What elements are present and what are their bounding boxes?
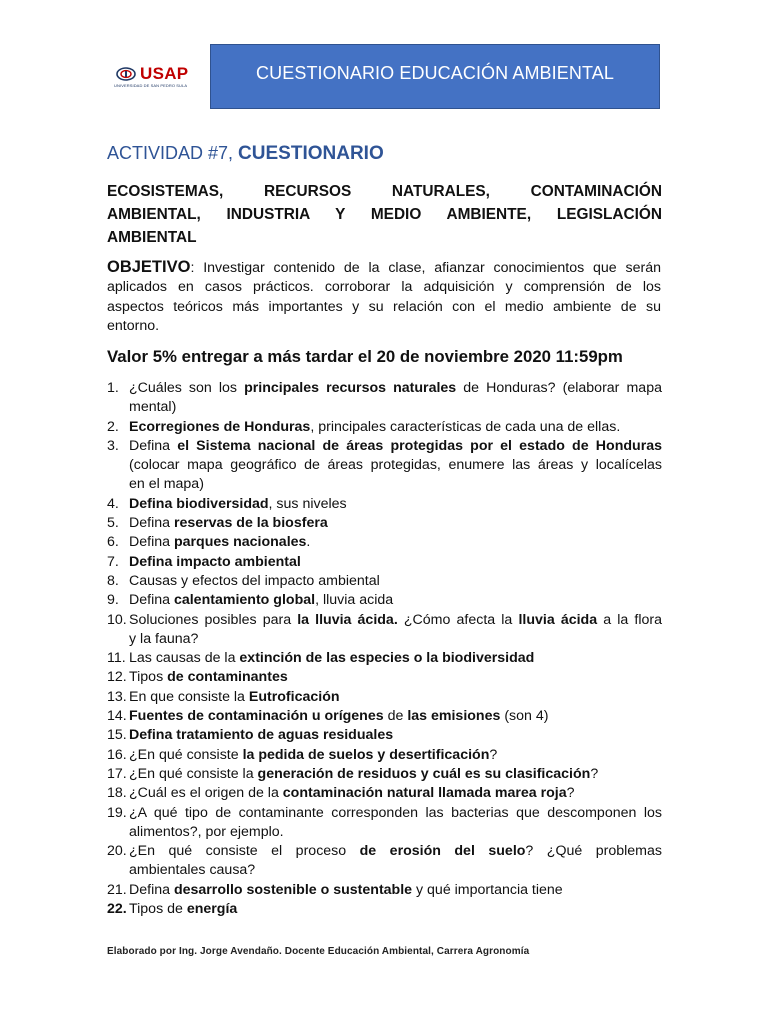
question-item — [107, 726, 662, 745]
header-band — [210, 44, 660, 109]
question-fragment: Defina — [129, 881, 174, 898]
question-number: 7. — [107, 553, 119, 570]
question-fragment: ? — [489, 746, 498, 763]
question-fragment: ? — [590, 765, 599, 782]
question-text — [129, 804, 662, 823]
question-number: 12. — [107, 669, 127, 686]
question-fragment: , sus niveles — [268, 495, 347, 512]
question-item — [107, 418, 662, 437]
question-text — [129, 784, 662, 803]
question-emphasis: las emisiones — [407, 708, 501, 725]
question-text — [129, 495, 662, 514]
objective-line-1: : Investigar contenido de la clase, afianzar conocimientos que serán — [190, 260, 661, 276]
activity-heading — [107, 143, 384, 165]
question-number: 2. — [107, 418, 119, 435]
objective-paragraph — [107, 258, 661, 336]
question-fragment: Tipos de — [129, 901, 187, 918]
question-number: 10. — [107, 611, 127, 628]
question-text — [129, 572, 662, 591]
question-text — [129, 900, 662, 919]
question-fragment: , lluvia acida — [315, 592, 394, 609]
question-text — [129, 611, 662, 630]
question-number: 22. — [107, 901, 127, 918]
question-number: 21. — [107, 881, 127, 898]
question-number: 13. — [107, 688, 127, 705]
question-number: 3. — [107, 437, 119, 454]
question-emphasis: el Sistema nacional de áreas protegidas por el estado de Honduras — [177, 437, 662, 454]
question-text — [129, 649, 662, 668]
question-emphasis: Defina tratamiento de aguas residuales — [129, 727, 394, 744]
document-title: CUESTIONARIO EDUCACIÓN AMBIENTAL — [256, 63, 614, 83]
question-emphasis: principales recursos naturales — [244, 380, 457, 396]
question-text — [129, 881, 662, 900]
objective-line-2: aplicados en casos prácticos. corroborar la adquisición y comprensión de los — [107, 279, 661, 296]
question-emphasis: Eutroficación — [248, 688, 340, 705]
question-number: 20. — [107, 843, 127, 860]
question-item — [107, 379, 662, 418]
question-item — [107, 688, 662, 707]
question-text — [129, 707, 662, 726]
question-fragment: ? ¿Qué problemas — [525, 843, 662, 860]
question-fragment: ¿Cuál es el origen de la — [129, 785, 283, 802]
question-number: 14. — [107, 708, 127, 725]
question-fragment: Las causas de la — [129, 650, 240, 667]
activity-prefix: ACTIVIDAD #7, — [107, 143, 239, 163]
question-emphasis: extinción de las especies o la biodiversidad — [239, 650, 535, 667]
question-text — [129, 688, 662, 707]
question-emphasis: desarrollo sostenible o sustentable — [173, 881, 413, 898]
question-text — [129, 668, 662, 687]
question-text — [129, 437, 662, 456]
question-fragment: ¿En qué consiste — [129, 746, 243, 763]
question-item — [107, 842, 662, 881]
topics-line-3: AMBIENTAL — [107, 229, 197, 246]
question-item — [107, 881, 662, 900]
activity-label: CUESTIONARIO — [238, 143, 384, 164]
question-fragment: y qué importancia tiene — [412, 881, 563, 898]
logo-subtitle: UNIVERSIDAD DE SAN PEDRO SULA — [114, 83, 188, 88]
question-item — [107, 495, 662, 514]
university-seal-icon — [116, 67, 136, 81]
question-emphasis: Ecorregiones de Honduras — [129, 418, 311, 435]
question-fragment: de Honduras? (elaborar mapa — [456, 380, 662, 396]
question-emphasis: Defina impacto ambiental — [129, 553, 301, 570]
question-text — [129, 746, 662, 765]
question-number: 9. — [107, 592, 119, 609]
question-item — [107, 668, 662, 687]
question-number: 1. — [107, 380, 119, 396]
question-fragment: Defina — [129, 592, 174, 609]
question-number: 8. — [107, 572, 119, 589]
question-item — [107, 900, 662, 919]
topics-line-2: AMBIENTAL, INDUSTRIA Y MEDIO AMBIENTE, LEGISLACIÓN — [107, 206, 662, 223]
question-fragment: Soluciones posibles para — [129, 611, 298, 628]
question-item — [107, 553, 662, 572]
question-text-continued: mental) — [129, 399, 177, 416]
question-emphasis: Defina biodiversidad — [129, 495, 269, 512]
question-number: 15. — [107, 727, 127, 744]
question-item — [107, 437, 662, 495]
logo-wordmark: USAP — [140, 64, 189, 83]
question-fragment: Tipos — [129, 669, 168, 686]
question-number: 16. — [107, 746, 127, 763]
question-text-continued: y la fauna? — [129, 630, 199, 647]
question-number: 19. — [107, 804, 127, 821]
question-item — [107, 765, 662, 784]
question-text-continued: ambientales causa? — [129, 862, 256, 879]
question-emphasis: generación de residuos y cuál es su clasificación — [257, 765, 591, 782]
question-emphasis: energía — [186, 901, 238, 918]
question-item — [107, 611, 662, 650]
question-text — [129, 379, 662, 398]
question-text — [129, 418, 662, 437]
question-text — [129, 591, 662, 610]
question-number: 11. — [107, 650, 126, 667]
question-text-continued: en el mapa) — [129, 476, 204, 493]
question-item — [107, 572, 662, 591]
question-text-continued: alimentos?, por ejemplo. — [129, 823, 284, 840]
question-fragment: ¿Cómo afecta la — [397, 611, 519, 628]
question-text — [129, 842, 662, 861]
question-fragment: . — [306, 534, 311, 551]
question-emphasis: la lluvia ácida. — [297, 611, 398, 628]
question-fragment: , principales características de cada una de ellas. — [310, 418, 621, 435]
question-number: 4. — [107, 495, 119, 512]
question-text — [129, 514, 662, 533]
question-emphasis: reservas de la biosfera — [173, 515, 328, 532]
question-fragment: ¿A qué tipo de contaminante corresponden las bacterias que descomponen los — [129, 804, 662, 821]
question-emphasis: de contaminantes — [167, 669, 288, 686]
question-fragment: ? — [566, 785, 575, 802]
footer-credit: Elaborado por Ing. Jorge Avendaño. Docente Educación Ambiental, Carrera Agronomía — [107, 946, 530, 957]
deadline-statement: Valor 5% entregar a más tardar el 20 de noviembre 2020 11:59pm — [107, 347, 623, 366]
objective-label: OBJETIVO — [107, 258, 191, 276]
question-fragment: Defina — [129, 437, 178, 454]
question-item — [107, 533, 662, 552]
question-fragment: de — [383, 708, 408, 725]
topics-line-1: ECOSISTEMAS, RECURSOS NATURALES, CONTAMINACIÓN — [107, 183, 662, 200]
question-emphasis: Fuentes de contaminación u orígenes — [129, 708, 384, 725]
question-text — [129, 765, 662, 784]
question-fragment: (son 4) — [500, 708, 549, 725]
question-fragment: a la flora — [597, 611, 662, 628]
usap-logo — [110, 64, 210, 90]
question-fragment: En que consiste la — [129, 688, 249, 705]
question-number: 18. — [107, 785, 127, 802]
question-text — [129, 553, 662, 572]
question-item — [107, 707, 662, 726]
question-emphasis: lluvia ácida — [518, 611, 598, 628]
question-item — [107, 514, 662, 533]
question-emphasis: la pedida de suelos y desertificación — [242, 746, 490, 763]
question-list — [107, 379, 662, 919]
question-item — [107, 784, 662, 803]
question-emphasis: parques nacionales — [173, 534, 307, 551]
question-fragment: Defina — [129, 515, 174, 532]
topics-heading — [107, 180, 662, 249]
question-item — [107, 746, 662, 765]
question-item — [107, 649, 662, 668]
objective-line-4: entorno. — [107, 317, 160, 334]
question-number: 6. — [107, 534, 119, 551]
question-item — [107, 591, 662, 610]
question-number: 17. — [107, 765, 127, 782]
question-item — [107, 804, 662, 843]
objective-line-3: aspectos teóricos más importantes y su relación con el medio ambiente de su — [107, 298, 661, 315]
question-fragment: Defina — [129, 534, 174, 551]
question-emphasis: de erosión del suelo — [359, 843, 526, 860]
question-emphasis: calentamiento global — [173, 592, 316, 609]
question-number: 5. — [107, 515, 119, 532]
question-emphasis: contaminación natural llamada marea roja — [282, 785, 567, 802]
question-text — [129, 533, 662, 552]
question-fragment: Causas y efectos del impacto ambiental — [129, 572, 380, 589]
question-fragment: ¿Cuáles son los — [129, 380, 245, 396]
question-text — [129, 726, 662, 745]
question-fragment: ¿En qué consiste la — [129, 765, 258, 782]
question-text-continued: (colocar mapa geográfico de áreas protegidas, enumere las áreas y localícelas — [129, 457, 662, 474]
question-fragment: ¿En qué consiste el proceso — [129, 843, 360, 860]
